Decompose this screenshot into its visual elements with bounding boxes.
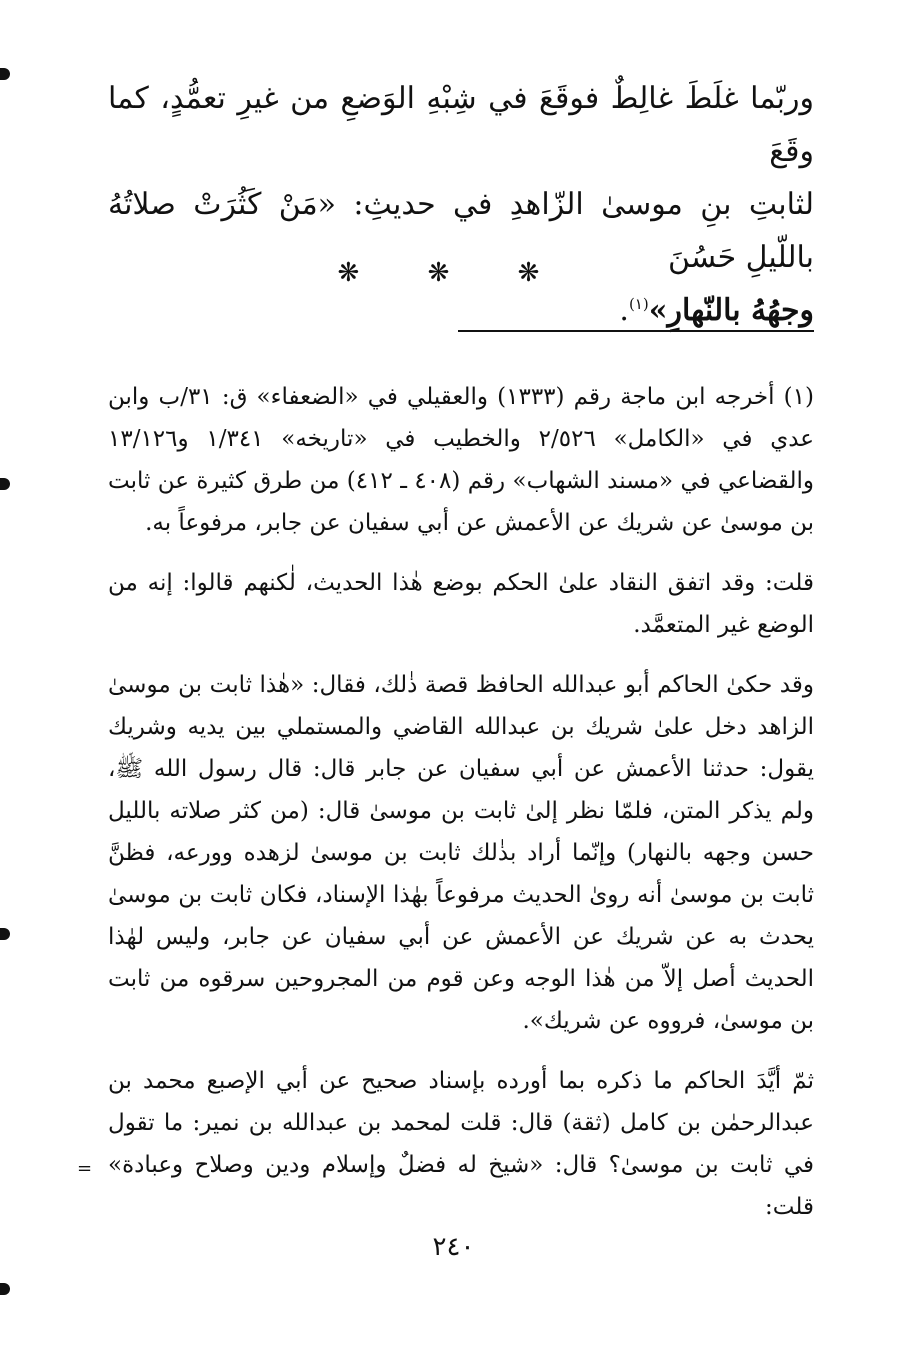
scan-edge-mark <box>0 68 10 80</box>
main-text-line: وربّما غلَطَ غالِطٌ فوقَعَ في شِبْهِ الوَضعِ من غيرِ تعمُّدٍ، كما وقَعَ <box>108 81 814 169</box>
footnote-paragraph: وقد حكىٰ الحاكم أبو عبدالله الحافظ قصة ذٰلك، فقال: «هٰذا ثابت بن موسىٰ الزاهد دخل علىٰ شريك بن عبدالله القاضي والمستملي بين يديه وشريك يقول: حدثنا الأعمش عن أبي سفيان عن جابر قال: قال رسول الله ﷺ، ولم يذكر المتن، فلمّا نظر إلىٰ ثابت بن موسىٰ قال: (من كثر صلاته بالليل حسن وجهه بالنهار) وإنّما أراد بذٰلك ثابت بن موسىٰ لزهده وورعه، فظنَّ ثابت بن موسىٰ أنه روىٰ الحديث مرفوعاً بهٰذا الإسناد، فكان ثابت بن موسىٰ يحدث به عن شريك عن الأعمش عن أبي سفيان عن جابر، وليس لهٰذا الحديث أصل إلاّ من هٰذا الوجه وعن قوم من المجروحين سرقوه من ثابت بن موسىٰ، فرووه عن شريك». <box>108 672 814 1034</box>
page-number: ٢٤٠ <box>432 1232 475 1262</box>
scan-edge-mark <box>0 928 10 940</box>
footnote-reference[interactable]: (١) <box>628 295 649 313</box>
scan-edge-mark <box>0 478 10 490</box>
main-text-block <box>108 72 814 337</box>
sentence-end-mark: . <box>619 293 629 328</box>
scan-edge-mark <box>0 1283 10 1295</box>
footnotes-block <box>108 376 814 1246</box>
footnote-divider <box>458 330 814 332</box>
continuation-mark: = <box>77 1158 93 1179</box>
main-text-line: لثابتِ بنِ موسىٰ الزّاهدِ في حديثِ: «مَنْ كَثُرَتْ صلاتُهُ باللّيلِ حَسُنَ <box>108 187 814 275</box>
footnote-paragraph: قلت: وقد اتفق النقاد علىٰ الحكم بوضع هٰذا الحديث، لٰكنهم قالوا: إنه من الوضع غير المتعمَّد. <box>108 570 814 638</box>
footnote-paragraph: (١) أخرجه ابن ماجة رقم (١٣٣٣) والعقيلي في «الضعفاء» ق: ٣١/ب وابن عدي في «الكامل» ٢/٥٢٦ والخطيب في «تاريخه» ١/٣٤١ و١٣/١٢٦ والقضاعي في «مسند الشهاب» رقم (٤٠٨ ـ ٤١٢) من طرق كثيرة عن ثابت بن موسىٰ عن شريك عن الأعمش عن أبي سفيان عن جابر، مرفوعاً به. <box>108 384 814 536</box>
section-separator: ❋ ❋ ❋ <box>337 258 570 288</box>
hadith-quote-end: وجهُهُ بالنّهارِ» <box>648 293 814 328</box>
footnote-paragraph: ثمّ أيَّدَ الحاكم ما ذكره بما أورده بإسناد صحيح عن أبي الإصبع محمد بن عبدالرحمٰن بن كامل (ثقة) قال: قلت لمحمد بن عبدالله بن نمير: ما تقول في ثابت بن موسىٰ؟ قال: «شيخ له فضلٌ وإسلام ودين وصلاح وعبادة» قلت: <box>108 1068 814 1220</box>
